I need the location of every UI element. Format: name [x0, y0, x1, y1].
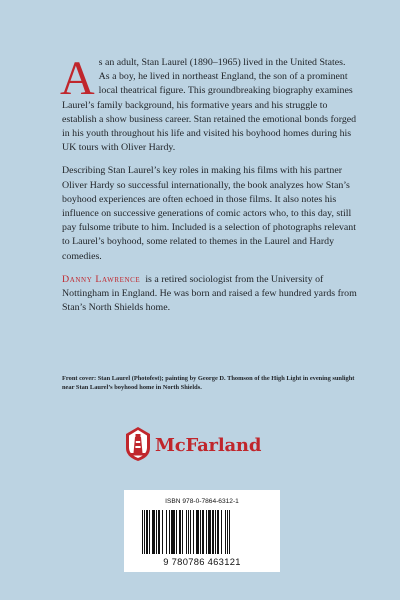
barcode-digits: 9 780786 463121: [163, 556, 241, 567]
book-description: [60, 52, 358, 324]
description-paragraph-1: [60, 52, 358, 155]
lighthouse-seal-icon: [123, 426, 153, 462]
author-bio: [62, 273, 358, 316]
drop-cap: A: [60, 52, 95, 105]
author-name: Danny Lawrence: [62, 273, 141, 285]
author-bio-text: is a retired sociologist from the University of Nottingham in England. He was born and raised a few hundred yards from Stan’s North Shields home.: [62, 273, 357, 314]
publisher-name: McFarland: [155, 435, 262, 456]
publisher-logo: [123, 426, 283, 466]
isbn-text: ISBN 978-0-7864-6312-1: [165, 498, 239, 505]
barcode-label: [124, 490, 280, 572]
cover-credit: Front cover: Stan Laurel (Photofest); painting by George D. Thomson of the High Light in evening sunlight near Stan Laurel’s boyhood home in North Shields.: [62, 375, 355, 392]
description-paragraph-2: Describing Stan Laurel’s key roles in making his films with his partner Oliver Hardy so successful internationally, the book analyzes how Stan’s boyhood experiences are often echoed in those films. It also notes his influence on successive generations of comic actors who, to this day, still pay fulsome tribute to him. Included is a selection of photographs relevant to Laurel’s boyhood, some related to themes in the Laurel and Hardy comedies.: [62, 165, 356, 262]
description-paragraph-1-text: s an adult, Stan Laurel (1890–1965) lived in the United States. As a boy, he lived in northeast England, the son of a prominent local theatrical figure. This groundbreaking biography examines Laurel’s family background, his formative years and his struggle to establish a show business career. Stan retained the emotional bonds forged in his youth throughout his life and visited his boyhood homes during his UK tours with Oliver Hardy.: [62, 57, 357, 154]
barcode-bars: [140, 510, 264, 554]
